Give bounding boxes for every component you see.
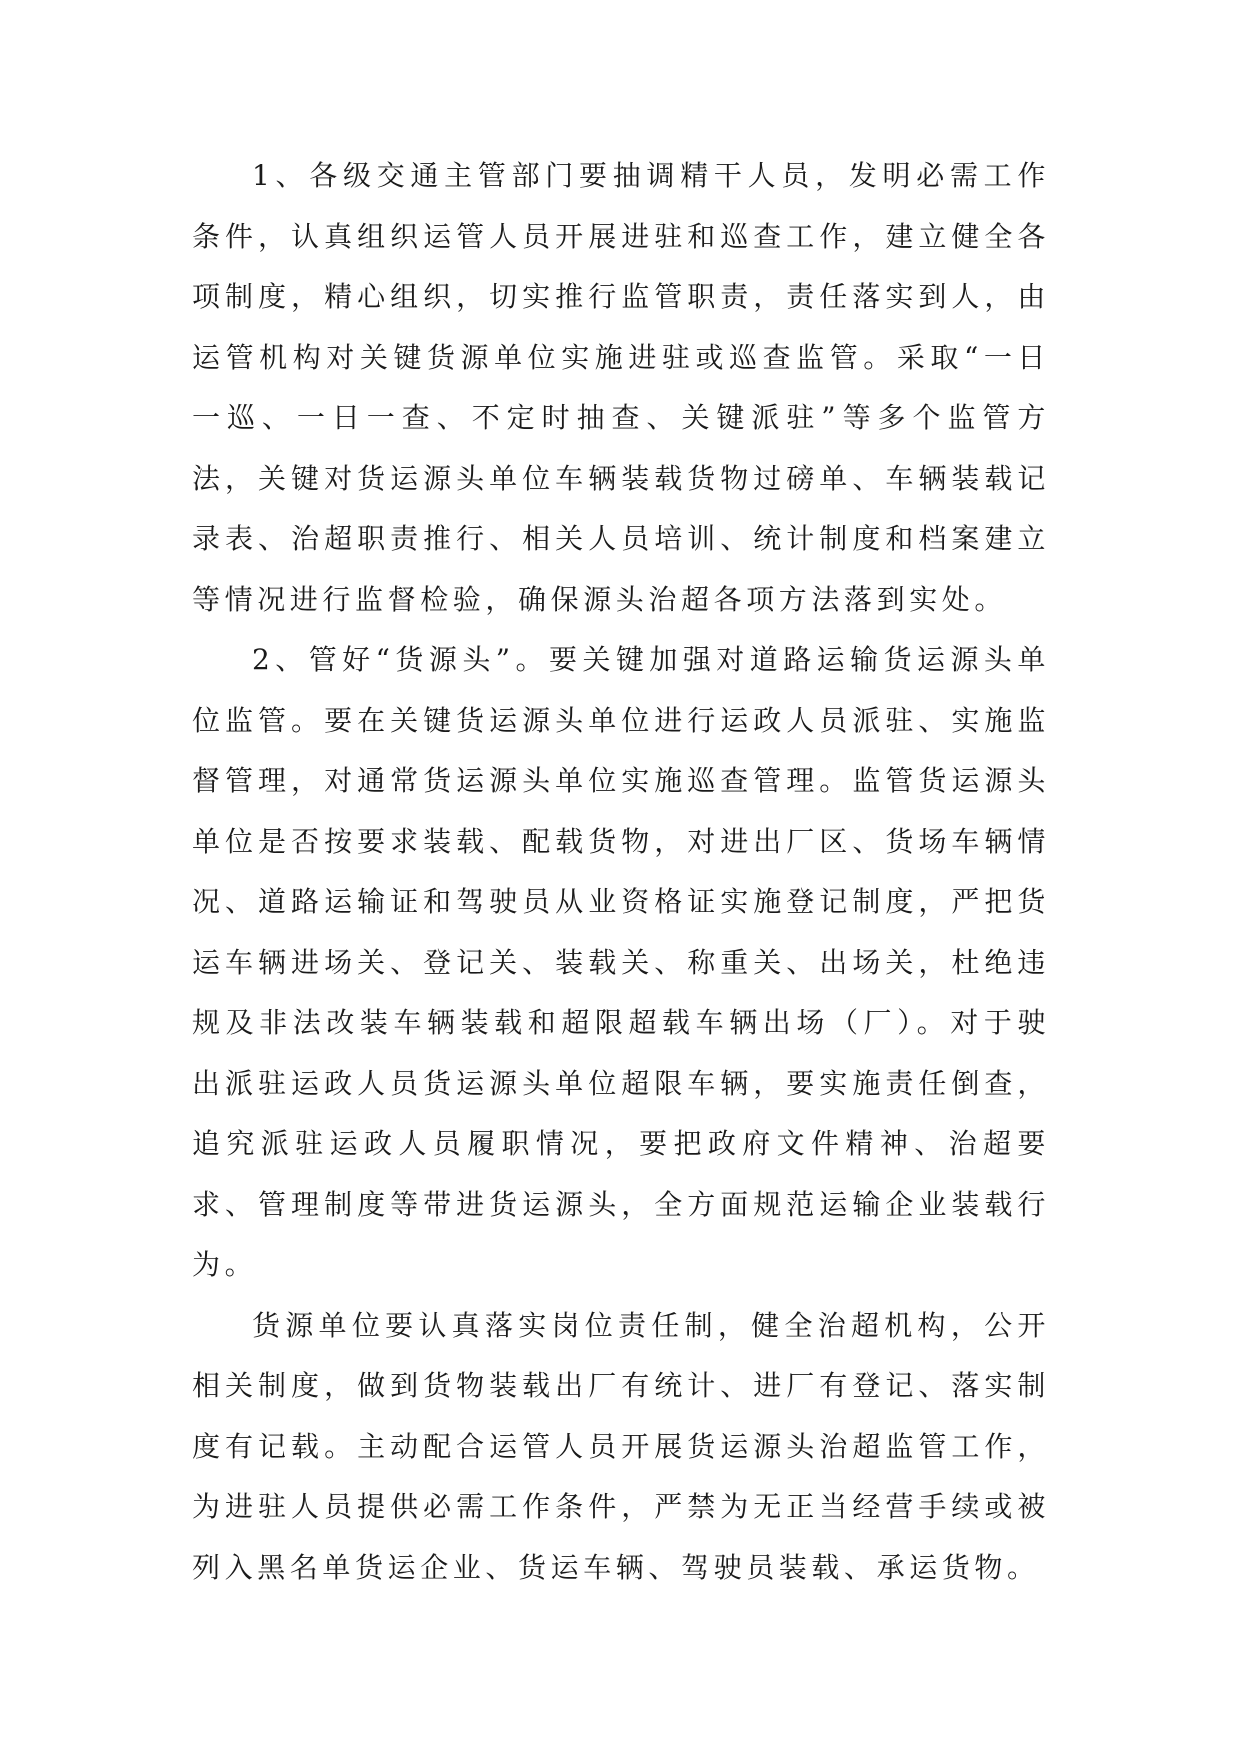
document-body xyxy=(192,146,1050,1598)
paragraph-1: 1、各级交通主管部门要抽调精干人员，发明必需工作条件，认真组织运管人员开展进驻和巡查工作，建立健全各项制度，精心组织，切实推行监管职责，责任落实到人，由运管机构对关键货源单位实施进驻或巡查监管。采取“一日一巡、一日一查、不定时抽查、关键派驻”等多个监管方法，关键对货运源头单位车辆装载货物过磅单、车辆装载记录表、治超职责推行、相关人员培训、统计制度和档案建立等情况进行监督检验，确保源头治超各项方法落到实处。 xyxy=(192,159,1050,616)
paragraph-2: 2、管好“货源头”。要关键加强对道路运输货运源头单位监管。要在关键货运源头单位进行运政人员派驻、实施监督管理，对通常货运源头单位实施巡查管理。监管货运源头单位是否按要求装载、配载货物，对进出厂区、货场车辆情况、道路运输证和驾驶员从业资格证实施登记制度，严把货运车辆进场关、登记关、装载关、称重关、出场关，杜绝违规及非法改装车辆装载和超限超载车辆出场（厂）。对于驶出派驻运政人员货运源头单位超限车辆，要实施责任倒查，追究派驻运政人员履职情况，要把政府文件精神、治超要求、管理制度等带进货运源头，全方面规范运输企业装载行为。 xyxy=(192,643,1050,1281)
paragraph-3: 货源单位要认真落实岗位责任制，健全治超机构，公开相关制度，做到货物装载出厂有统计、进厂有登记、落实制度有记载。主动配合运管人员开展货运源头治超监管工作，为进驻人员提供必需工作条件，严禁为无正当经营手续或被列入黑名单货运企业、货运车辆、驾驶员装载、承运货物。 xyxy=(192,1308,1050,1584)
